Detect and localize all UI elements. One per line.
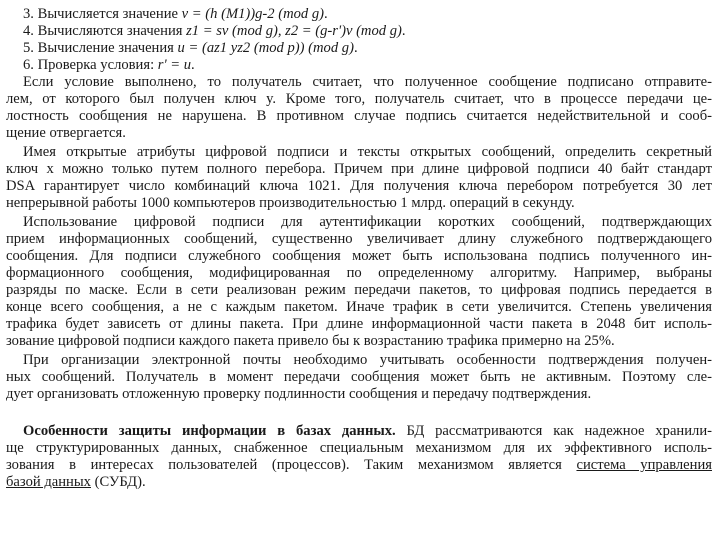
text-line: конце всего сообщения, а не с каждым пакетом. Иначе трафик в сети увеличится. Степень увеличения	[6, 299, 712, 315]
paragraph-key-search	[6, 144, 712, 212]
paragraph-short-messages	[6, 214, 712, 350]
step-end: .	[324, 6, 328, 22]
text-fragment: (СУБД).	[90, 474, 146, 490]
text-line: Использование цифровой подписи для аутентификации коротких сообщений, подтверждающих	[23, 214, 712, 230]
text-line: щение отвергается.	[6, 125, 126, 141]
text-line: непрерывной работы 1000 компьютеров производительностью 1 млрд. операций в секунду.	[6, 195, 575, 211]
dbms-link[interactable]: система управления	[576, 457, 712, 473]
text-line: трафика будет зависеть от длины пакета. При длине информационной части пакета в 2048 бит исполь-	[6, 316, 712, 332]
text-line	[6, 423, 712, 440]
dbms-link-continued[interactable]: базой данных	[6, 474, 91, 490]
step-text: 6. Проверка условия:	[23, 57, 158, 73]
step-text: 3. Вычисляется значение	[23, 6, 182, 22]
text-line	[6, 474, 712, 491]
text-fragment: зования в интересах пользователей (процессов). Таким механизмом является	[6, 457, 577, 473]
text-line	[6, 457, 712, 474]
step-3	[6, 6, 712, 23]
text-line: лем, от которого был получен ключ y. Кроме того, получатель считает, что в процессе передачи це-	[6, 91, 712, 107]
step-text: 4. Вычисляются значения	[23, 23, 187, 39]
text-line: лостность сообщения не нарушена. В противном случае подпись считается недействительной и сооб-	[6, 108, 712, 124]
text-line: DSA гарантирует число комбинаций ключа 1021. Для получения ключа перебором потребуется 30 лет	[6, 178, 712, 194]
text-line: сообщения. Для подписи служебного сообщения может быть использована подпись полученного ин-	[6, 248, 712, 264]
formula: r' = u	[157, 57, 192, 73]
step-5	[6, 40, 712, 57]
text-line: ных сообщений. Получатель в момент передачи сообщения может быть не активным. Поэтому сле-	[6, 369, 712, 385]
text-line: ключ x можно только путем полного перебора. Причем при длине цифровой подписи 40 байт стандарт	[6, 161, 712, 177]
text-line: При организации электронной почты необходимо учитывать особенности подтверждения получен-	[23, 352, 712, 368]
text-line: прием информационных сообщений, существенно увеличивает длину служебного подтверждающего	[6, 231, 712, 247]
text-line: ще структурированных данных, снабженное специальным механизмом для их эффективного исполь-	[6, 440, 712, 456]
step-4	[6, 23, 712, 40]
text-line: Имея открытые атрибуты цифровой подписи и тексты открытых сообщений, определить секретный	[23, 144, 712, 160]
text-line: формационного сообщения, модифицированная по определенному алгоритму. Например, выбраны	[6, 265, 712, 281]
formula: u = (az1 yz2 (mod p)) (mod g)	[177, 40, 354, 56]
formula: z1 = sv (mod g), z2 = (g-r')v (mod g)	[186, 23, 402, 39]
step-end: .	[191, 57, 195, 73]
formula: v = (h (M1))g-2 (mod g)	[181, 6, 325, 22]
text-line: зование цифровой подписи каждого пакета привело бы к возрастанию трафика примерно на 25%.	[6, 333, 615, 349]
step-text: 5. Вычисление значения	[23, 40, 178, 56]
text-fragment: БД рассматриваются как надежное хранили-	[395, 423, 712, 439]
paragraph-db-security	[6, 423, 712, 491]
step-6	[6, 57, 712, 74]
text-line: Если условие выполнено, то получатель считает, что полученное сообщение подписано отправите-	[23, 74, 712, 90]
step-end: .	[401, 23, 406, 39]
document-page	[6, 6, 712, 491]
paragraph-email	[6, 352, 712, 403]
verification-steps	[6, 6, 712, 74]
section-heading: Особенности защиты информации в базах данных.	[23, 423, 396, 439]
step-end: .	[353, 40, 358, 56]
paragraph-condition	[6, 74, 712, 142]
text-line: дует организовать отложенную проверку подлинности сообщения и передачу подтверждения.	[6, 386, 592, 402]
text-line: разряды по маске. Если в сети реализован режим передачи пакетов, то цифровая подпись передается в	[6, 282, 712, 298]
